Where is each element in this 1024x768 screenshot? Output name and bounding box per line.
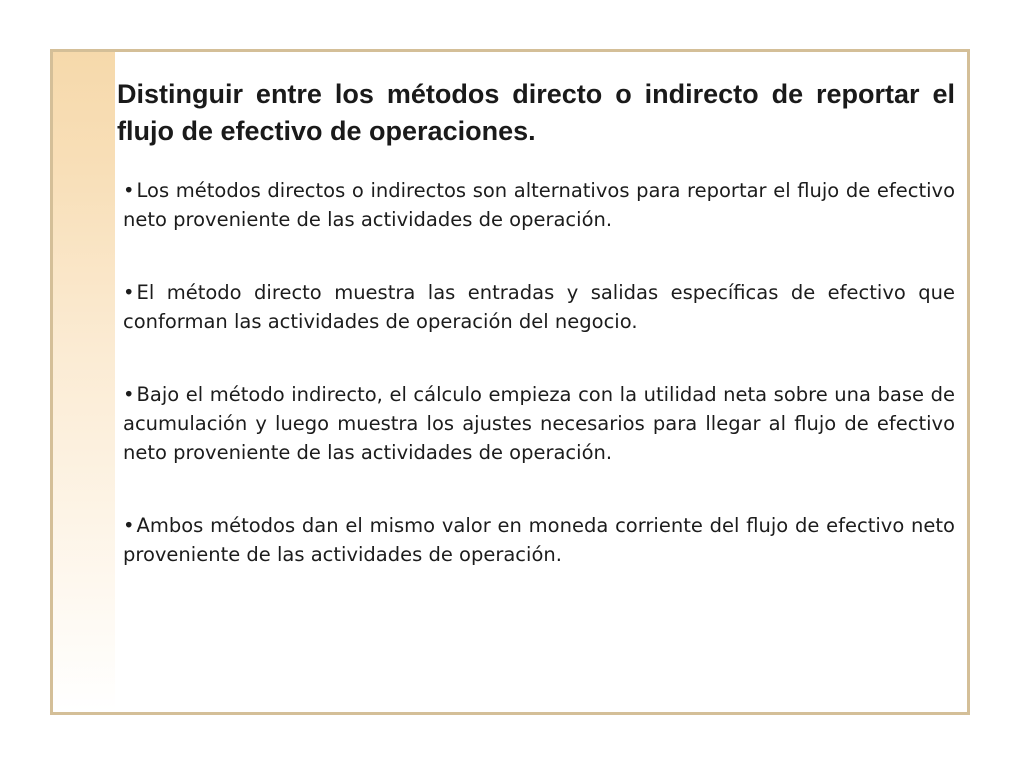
bullet-item <box>123 176 955 234</box>
slide-frame <box>50 49 970 715</box>
bullet-item <box>123 380 955 467</box>
bullet-item <box>123 278 955 336</box>
bullet-dot-icon: • <box>123 179 135 202</box>
bullet-text: El método directo muestra las entradas y salidas específicas de efectivo que conforman las actividades de operación del negocio. <box>123 281 955 333</box>
bullet-dot-icon: • <box>123 281 135 304</box>
bullet-dot-icon: • <box>123 514 135 537</box>
bullet-list <box>123 176 955 569</box>
bullet-text: Ambos métodos dan el mismo valor en moneda corriente del flujo de efectivo neto proveniente de las actividades de operación. <box>123 514 955 566</box>
slide-title: Distinguir entre los métodos directo o indirecto de reportar el flujo de efectivo de operaciones. <box>117 79 955 146</box>
bullet-item <box>123 511 955 569</box>
bullet-text: Bajo el método indirecto, el cálculo empieza con la utilidad neta sobre una base de acumulación y luego muestra los ajustes necesarios para llegar al flujo de efectivo neto proveniente de las actividades de operación. <box>123 383 955 464</box>
bullet-dot-icon: • <box>123 383 135 406</box>
decorative-side-gradient <box>53 52 115 712</box>
bullet-text: Los métodos directos o indirectos son alternativos para reportar el flujo de efectivo neto proveniente de las actividades de operación. <box>123 179 955 231</box>
